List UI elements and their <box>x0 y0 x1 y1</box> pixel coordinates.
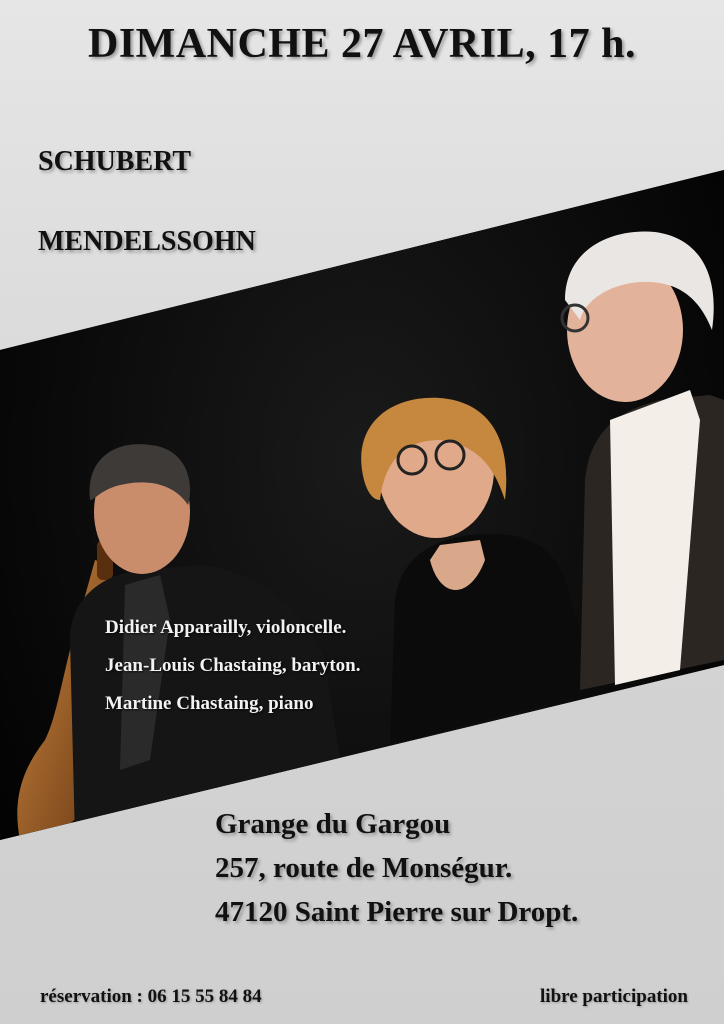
performer-cello: Didier Apparailly, violoncelle. <box>105 617 347 638</box>
performer-baritone: Jean-Louis Chastaing, baryton. <box>105 655 361 676</box>
venue-address <box>215 804 578 936</box>
reservation-phone: réservation : 06 15 55 84 84 <box>40 986 262 1007</box>
composer-mendelssohn: MENDELSSOHN <box>38 226 256 257</box>
event-date-title: DIMANCHE 27 AVRIL, 17 h. <box>88 21 636 67</box>
venue-city: 47120 Saint Pierre sur Dropt. <box>215 896 579 928</box>
performer-piano: Martine Chastaing, piano <box>105 693 314 714</box>
venue-street: 257, route de Monségur. <box>215 852 513 884</box>
performers-list <box>105 614 361 728</box>
participation-note: libre participation <box>540 986 688 1007</box>
venue-name: Grange du Gargou <box>215 808 451 840</box>
composer-schubert: SCHUBERT <box>38 146 192 177</box>
